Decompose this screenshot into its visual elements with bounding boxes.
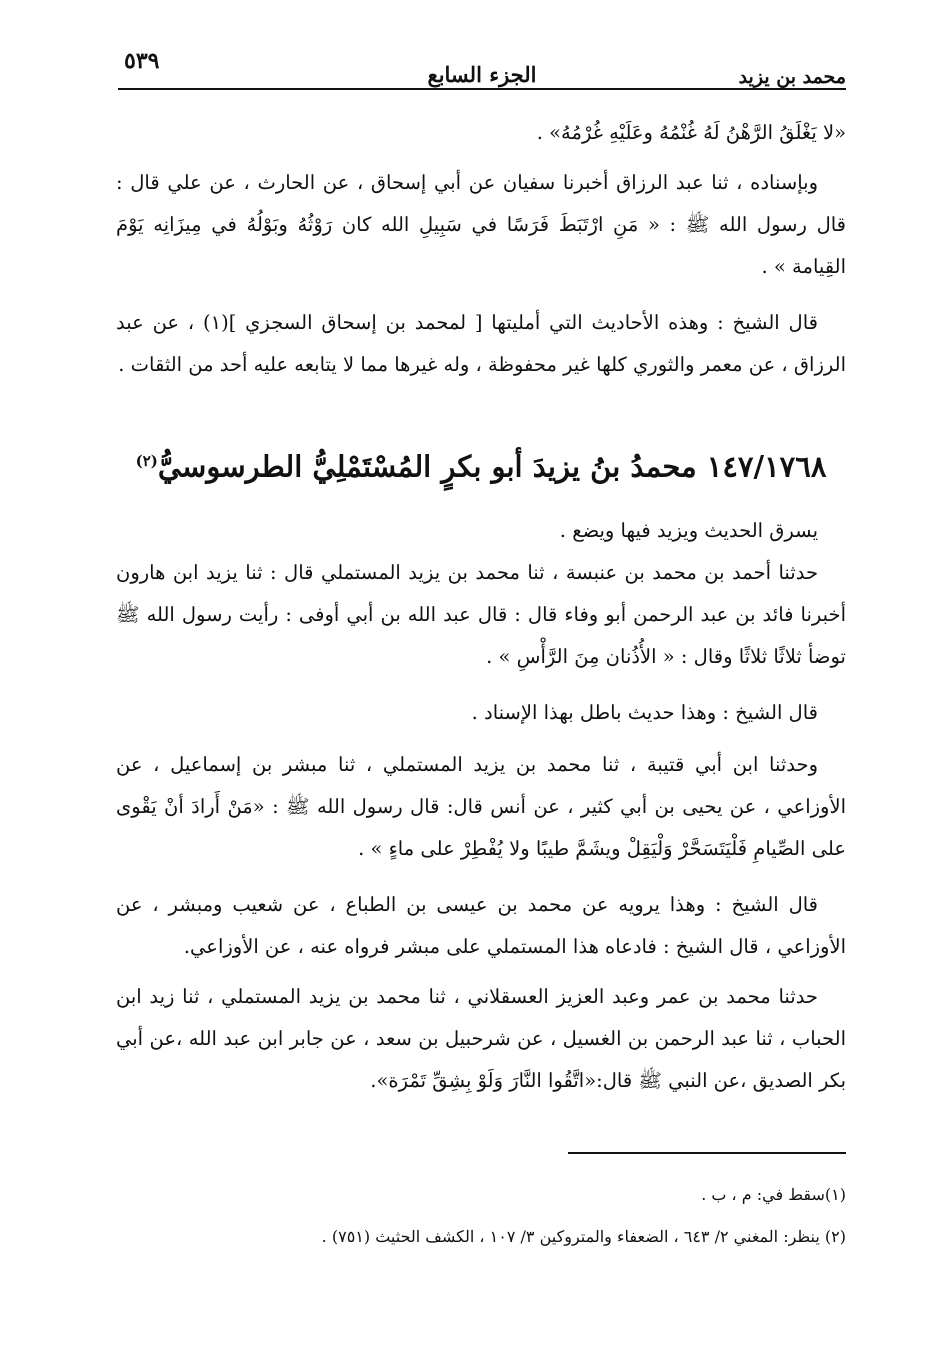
footnote-2: (٢) ينظر: المغني ٢/ ٦٤٣ ، الضعفاء والمتروكين ٣/ ١٠٧ ، الكشف الحثيث (٧٥١) .	[321, 1227, 846, 1246]
entry-heading	[116, 436, 846, 492]
paragraph-hadith-3: وحدثنا ابن أبي قتيبة ، ثنا محمد بن يزيد المستملي ، ثنا مبشر بن إسماعيل ، عن الأوزاعي ، عن يحيى بن أبي كثير ، عن أنس قال: قال رسول الله ﷺ : «مَنْ أَرادَ أنْ يَقْوى على الصِّيامِ فَلْيَتَسَحَّرْ وَلْيَقِلْ ويشَمَّ طيبًا ولا يُفْطِرْ على ماءٍ » .	[116, 753, 846, 860]
paragraph-isnad-1: وبإسناده ، ثنا عبد الرزاق أخبرنا سفيان عن أبي إسحاق ، عن الحارث ، عن علي قال : قال رسول الله ﷺ : « مَنِ ارْتَبَطَ فَرَسًا في سَبِيلِ الله كان رَوْثُهُ وبَوْلُهُ في مِيزَانِه يَوْمَ القِيامة » .	[116, 171, 846, 278]
paragraph-hadith-2: حدثنا أحمد بن محمد بن عنبسة ، ثنا محمد بن يزيد المستملي قال : ثنا يزيد ابن هارون أخبرنا فائد بن عبد الرحمن أبو وفاء قال : قال عبد الله بن أبي أوفى : رأيت رسول الله ﷺ توضأ ثلاثًا ثلاثًا وقال : « الأُذُنان مِنَ الرَّأْسِ » .	[116, 561, 846, 668]
paragraph-shaykh-2: قال الشيخ : وهذا حديث باطل بهذا الإسناد .	[471, 701, 818, 724]
footnote-1: (١)سقط في: م ، ب .	[701, 1185, 846, 1204]
running-header	[118, 44, 846, 90]
paragraph-shaykh-3: قال الشيخ : وهذا يرويه عن محمد بن عيسى بن الطباع ، عن شعيب ومبشر ، عن الأوزاعي ، قال الشيخ : فادعاه هذا المستملي على مبشر فرواه عنه ، عن الأوزاعي.	[116, 893, 846, 958]
paragraph-shaykh-1: قال الشيخ : وهذه الأحاديث التي أمليتها [ لمحمد بن إسحاق السجزي ](١) ، عن عبد الرزاق ، عن معمر والثوري كلها غير محفوظة ، وله غيرها مما لا يتابعه عليه أحد من الثقات .	[116, 311, 846, 376]
footnote-divider	[568, 1152, 846, 1154]
paragraph-description: يسرق الحديث ويزيد فيها ويضع .	[559, 519, 818, 542]
entry-heading-text: ١٤٧/١٧٦٨ محمدُ بنُ يزيدَ أبو بكرٍ المُسْتَمْلِيُّ الطرسوسيُّ	[157, 449, 827, 484]
running-header-volume: الجزء السابع	[427, 62, 537, 87]
paragraph-hadith-4: حدثنا محمد بن عمر وعبد العزيز العسقلاني ، ثنا محمد بن يزيد المستملي ، ثنا زيد ابن الحباب ، ثنا عبد الرحمن بن الغسيل ، عن شرحبيل بن سعد ، عن جابر ابن عبد الله ،عن أبي بكر الصديق ،عن النبي ﷺ قال:«اتَّقُوا النَّارَ وَلَوْ بِشِقِّ تَمْرَة».	[116, 985, 846, 1092]
entry-heading-footnote-ref: (٢)	[135, 452, 158, 470]
running-header-author: محمد بن يزيد	[738, 66, 846, 88]
paragraph-hadith-end: «لا يَغْلَقُ الرَّهْنُ لَهُ غُنْمُهُ وعَلَيْهِ غُرْمُهُ» .	[536, 121, 846, 144]
page-number: ٥٣٩	[124, 48, 160, 74]
